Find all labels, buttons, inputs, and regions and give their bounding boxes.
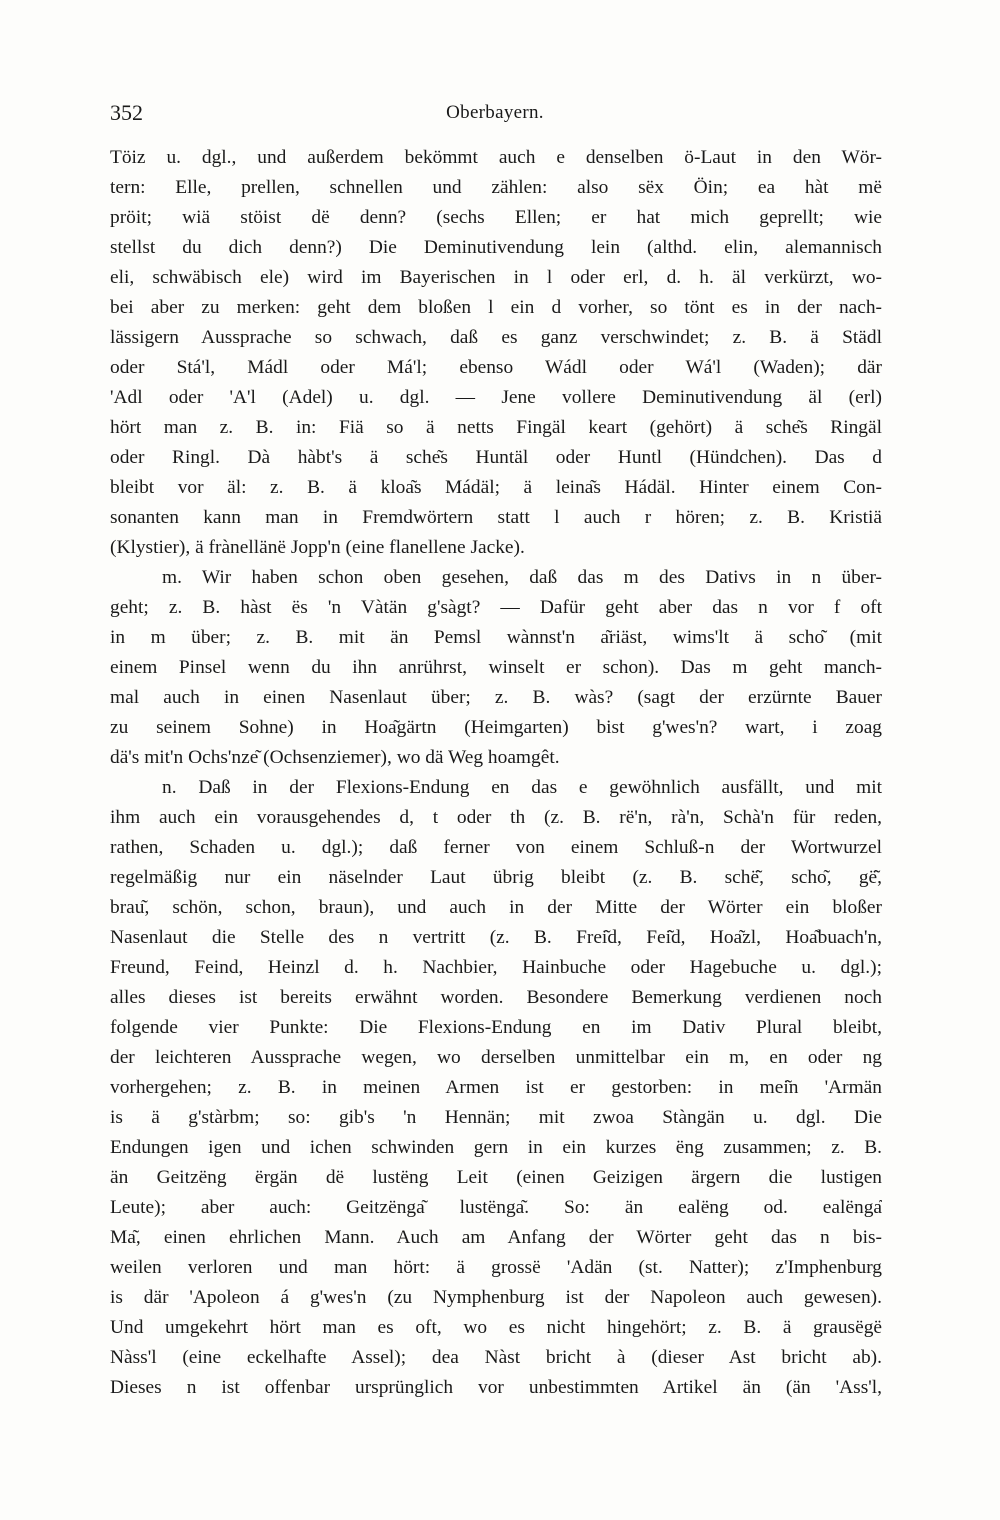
text-line: zu seinem Sohne) in Hoa͂gärtn (Heimgarten) bist g'wes'n? wart, i zoag: [110, 717, 882, 738]
text-line: Töiz u. dgl., und außerdem bekömmt auch e denselben ö-Laut in den Wör-: [110, 147, 882, 168]
text-line: hört man z. B. in: Fiä so ä netts Fingäl keart (gehört) ä sche͂s Ringäl: [110, 417, 882, 438]
text-line: mal auch in einen Nasenlaut über; z. B. wàs? (sagt der erzürnte Bauer: [110, 687, 882, 708]
page-number: 352: [110, 100, 143, 125]
body-text: [110, 143, 882, 1403]
text-line: is där 'Apoleon á g'wes'n (zu Nymphenburg ist der Napoleon auch gewesen).: [110, 1287, 882, 1308]
text-line: (Klystier), ä frànellänë Jopp'n (eine flanellene Jacke).: [110, 537, 525, 558]
page-header: [110, 100, 880, 134]
text-line: vorhergehen; z. B. in meinen Armen ist er gestorben: in mei͂n 'Armän: [110, 1077, 882, 1098]
text-line: regelmäßig nur ein näselnder Laut übrig bleibt (z. B. schë͂, scho͂, gë͂,: [110, 867, 882, 888]
text-line: Nàss'l (eine eckelhafte Assel); dea Nàst bricht à (dieser Ast bricht ab).: [110, 1347, 882, 1368]
text-line: Leute); aber auch: Geitzënga͂ lustënga͂. So: än ealëng od. ealënga͂: [110, 1197, 882, 1218]
text-line: tern: Elle, prellen, schnellen und zählen: also sëx Öin; ea hàt më: [110, 177, 882, 198]
text-line: rathen, Schaden u. dgl.); daß ferner von einem Schluß-n der Wortwurzel: [110, 837, 882, 858]
text-line: n. Daß in der Flexions-Endung en das e gewöhnlich ausfällt, und mit: [162, 777, 882, 798]
text-line: eli, schwäbisch ele) wird im Bayerischen in l oder erl, d. h. äl verkürzt, wo-: [110, 267, 882, 288]
text-line: Dieses n ist offenbar ursprünglich vor unbestimmten Artikel än (än 'Ass'l,: [110, 1377, 882, 1398]
text-line: bei aber zu merken: geht dem bloßen l ein d vorher, so tönt es in der nach-: [110, 297, 882, 318]
text-line: alles dieses ist bereits erwähnt worden. Besondere Bemerkung verdienen noch: [110, 987, 882, 1008]
text-line: Und umgekehrt hört man es oft, wo es nicht hingehört; z. B. ä grausëgë: [110, 1317, 882, 1338]
text-line: oder Ringl. Dà hàbt's ä sche͂s Huntäl oder Huntl (Hündchen). Das d: [110, 447, 882, 468]
paragraph-n: [110, 773, 882, 1403]
text-line: pröit; wiä stöist dë denn? (sechs Ellen; er hat mich geprellt; wie: [110, 207, 882, 228]
text-line: Endungen igen und ichen schwinden gern in ein kurzes ëng zusammen; z. B.: [110, 1137, 882, 1158]
text-line: Ma͂, einen ehrlichen Mann. Auch am Anfang der Wörter geht das n bis-: [110, 1227, 882, 1248]
text-line: Nasenlaut die Stelle des n vertritt (z. B. Frei͂d, Fei͂d, Hoa͂zl, Hoa͂buach'n,: [110, 927, 882, 948]
text-line: sonanten kann man in Fremdwörtern statt l auch r hören; z. B. Kristiä: [110, 507, 882, 528]
text-line: einem Pinsel wenn du ihn anrührst, winselt er schon). Das m geht manch-: [110, 657, 882, 678]
text-line: oder Stá'l, Mádl oder Má'l; ebenso Wádl oder Wá'l (Waden); där: [110, 357, 882, 378]
text-line: Freund, Feind, Heinzl d. h. Nachbier, Hainbuche oder Hagebuche u. dgl.);: [110, 957, 882, 978]
text-line: bleibt vor äl: z. B. ä kloa͂s Mádäl; ä leina͂s Hádäl. Hinter einem Con-: [110, 477, 882, 498]
text-line: stellst du dich denn?) Die Deminutivendung lein (althd. elin, alemannisch: [110, 237, 882, 258]
paragraph-m: [110, 563, 882, 773]
text-line: ihm auch ein vorausgehendes d, t oder th (z. B. rë'n, rà'n, Schà'n für reden,: [110, 807, 882, 828]
text-line: folgende vier Punkte: Die Flexions-Endung en im Dativ Plural bleibt,: [110, 1017, 882, 1038]
text-line: 'Adl oder 'A'l (Adel) u. dgl. — Jene vollere Deminutivendung äl (erl): [110, 387, 882, 408]
text-line: der leichteren Aussprache wegen, wo derselben unmittelbar ein m, en oder ng: [110, 1047, 882, 1068]
text-line: dä's mit'n Ochs'nze͂ (Ochsenziemer), wo dä Weg hoamgêt.: [110, 747, 560, 768]
running-title: Oberbayern.: [446, 102, 544, 123]
text-line: is ä g'stàrbm; so: gib's 'n Hennän; mit zwoa Stàngän u. dgl. Die: [110, 1107, 882, 1128]
paragraph-l-continuation: [110, 143, 882, 563]
text-line: lässigern Aussprache so schwach, daß es ganz verschwindet; z. B. ä Städl: [110, 327, 882, 348]
text-line: brau͂, schön, schon, braun), und auch in der Mitte der Wörter ein bloßer: [110, 897, 882, 918]
text-line: geht; z. B. hàst ës 'n Vàtän g'sàgt? — Dafür geht aber das n vor f oft: [110, 597, 882, 618]
text-line: m. Wir haben schon oben gesehen, daß das m des Dativs in n über-: [162, 567, 882, 588]
text-line: weilen verloren und man hört: ä grossë 'Adän (st. Natter); z'Imphenburg: [110, 1257, 882, 1278]
text-line: än Geitzëng ërgän dë lustëng Leit (einen Geizigen ärgern die lustigen: [110, 1167, 882, 1188]
text-line: in m über; z. B. mit än Pemsl wànnst'n a͂riäst, wims'lt ä scho͂ (mit: [110, 627, 882, 648]
